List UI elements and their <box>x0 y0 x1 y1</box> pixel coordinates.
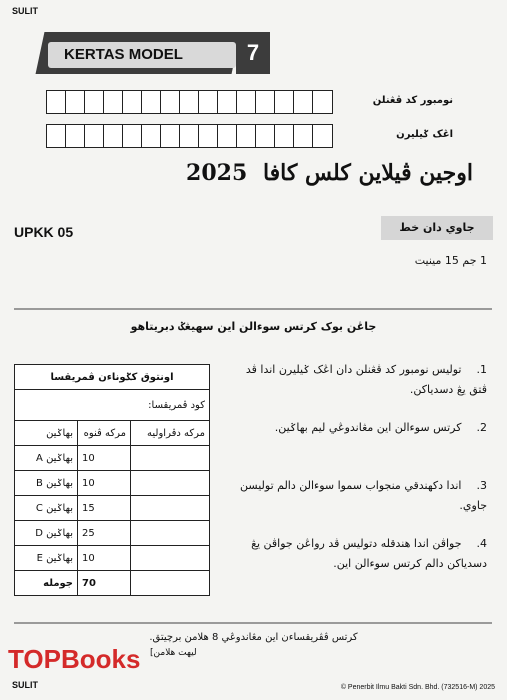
full-marks-cell: 10 <box>78 446 131 471</box>
instruction-number: 1. <box>476 363 487 376</box>
instructions-heading: جاڠن بوک کرتس سوءالن اين سهيڠݢ دبريتاهو <box>130 320 377 333</box>
total-value: 70 <box>78 571 131 596</box>
part-cell: بهاݢين B <box>15 471 78 496</box>
part-cell: بهاݢين E <box>15 546 78 571</box>
table-row <box>15 521 210 546</box>
full-marks-cell: 10 <box>78 546 131 571</box>
topbooks-watermark: TOPBooks <box>8 644 141 674</box>
id-number-label: نومبور کد ڤڠنلن <box>372 95 453 106</box>
candidate-number-row <box>46 124 459 148</box>
subject-code: UPKK 05 <box>14 224 74 240</box>
obtained-marks-cell[interactable] <box>131 546 210 571</box>
header-part: بهاݢين <box>15 421 78 446</box>
id-number-boxes[interactable] <box>46 90 333 114</box>
continue-note: [ليهت هلامن <box>150 648 197 658</box>
table-total-row <box>15 571 210 596</box>
instruction-number: 4. <box>476 537 487 550</box>
candidate-number-label: اڠک ݢيليرن <box>396 129 453 140</box>
duration: 1 جم 15 مينيت <box>414 254 487 267</box>
total-label: جوملە <box>15 571 78 596</box>
full-marks-cell: 15 <box>78 496 131 521</box>
header-full-marks: مركه ڤنوه <box>78 421 131 446</box>
instruction-1 <box>227 360 487 400</box>
table-row <box>15 546 210 571</box>
divider-bottom <box>14 622 492 624</box>
instruction-text: اندا دكهندقي منجواب سموا سوءالن دالم توليسن جاوي. <box>240 479 487 512</box>
divider <box>14 308 492 310</box>
page-count-note: کرتس ڤڤريقساءن اين مڠاندوڠي 8 هلامن برچيتق. <box>149 632 358 643</box>
instruction-text: کرتس سوءالن اين مڠاندوڠي ليم بهاݢين. <box>274 421 462 434</box>
exam-title-text: اوجين ڤيلاين كلس كافا <box>262 160 473 186</box>
obtained-marks-cell[interactable] <box>131 521 210 546</box>
instruction-number: 2. <box>476 421 487 434</box>
part-cell: بهاݢين A <box>15 446 78 471</box>
instruction-text: توليس نومبور كد ڤڠنلن دان اڠک ݢيليرن اندا ڤد ڤتق يڠ دسدياكن. <box>245 363 487 396</box>
full-marks-cell: 25 <box>78 521 131 546</box>
paper-label: KERTAS MODEL <box>48 42 236 68</box>
obtained-marks-cell[interactable] <box>131 496 210 521</box>
examiner-marks-table <box>14 364 210 596</box>
total-obtained-cell[interactable] <box>131 571 210 596</box>
instruction-number: 3. <box>476 479 487 492</box>
exam-title <box>186 160 473 186</box>
table-row <box>15 496 210 521</box>
table-title: اونتوق كݢوناءن ڤمريقسا <box>15 365 210 390</box>
header-obtained-marks: مركه دڤراوليه <box>131 421 210 446</box>
obtained-marks-cell[interactable] <box>131 446 210 471</box>
part-cell: بهاݢين C <box>15 496 78 521</box>
table-row <box>15 446 210 471</box>
sulit-label-top: SULIT <box>12 6 38 16</box>
full-marks-cell: 10 <box>78 471 131 496</box>
obtained-marks-cell[interactable] <box>131 471 210 496</box>
id-number-row <box>46 90 459 114</box>
paper-number: 7 <box>236 32 270 74</box>
instruction-text: جواڤن اندا هندقله دتوليس ڤد رواڠن جواڤن يڠ دسدياكن دالم کرتس سوءالن اين. <box>251 537 487 570</box>
exam-year: 2025 <box>186 160 248 186</box>
part-cell: بهاݢين D <box>15 521 78 546</box>
sulit-label-bottom: SULIT <box>12 680 38 690</box>
examiner-code: كود ڤمريقسا: <box>15 390 210 421</box>
subject-name: جاوي دان خط <box>381 216 493 240</box>
candidate-number-boxes[interactable] <box>46 124 333 148</box>
publisher-credit: © Penerbit Ilmu Bakti Sdn. Bhd. (732516-M) 2025 <box>340 684 495 691</box>
instruction-4 <box>227 534 487 574</box>
instruction-3 <box>227 476 487 516</box>
table-row <box>15 471 210 496</box>
instruction-2 <box>227 418 487 438</box>
